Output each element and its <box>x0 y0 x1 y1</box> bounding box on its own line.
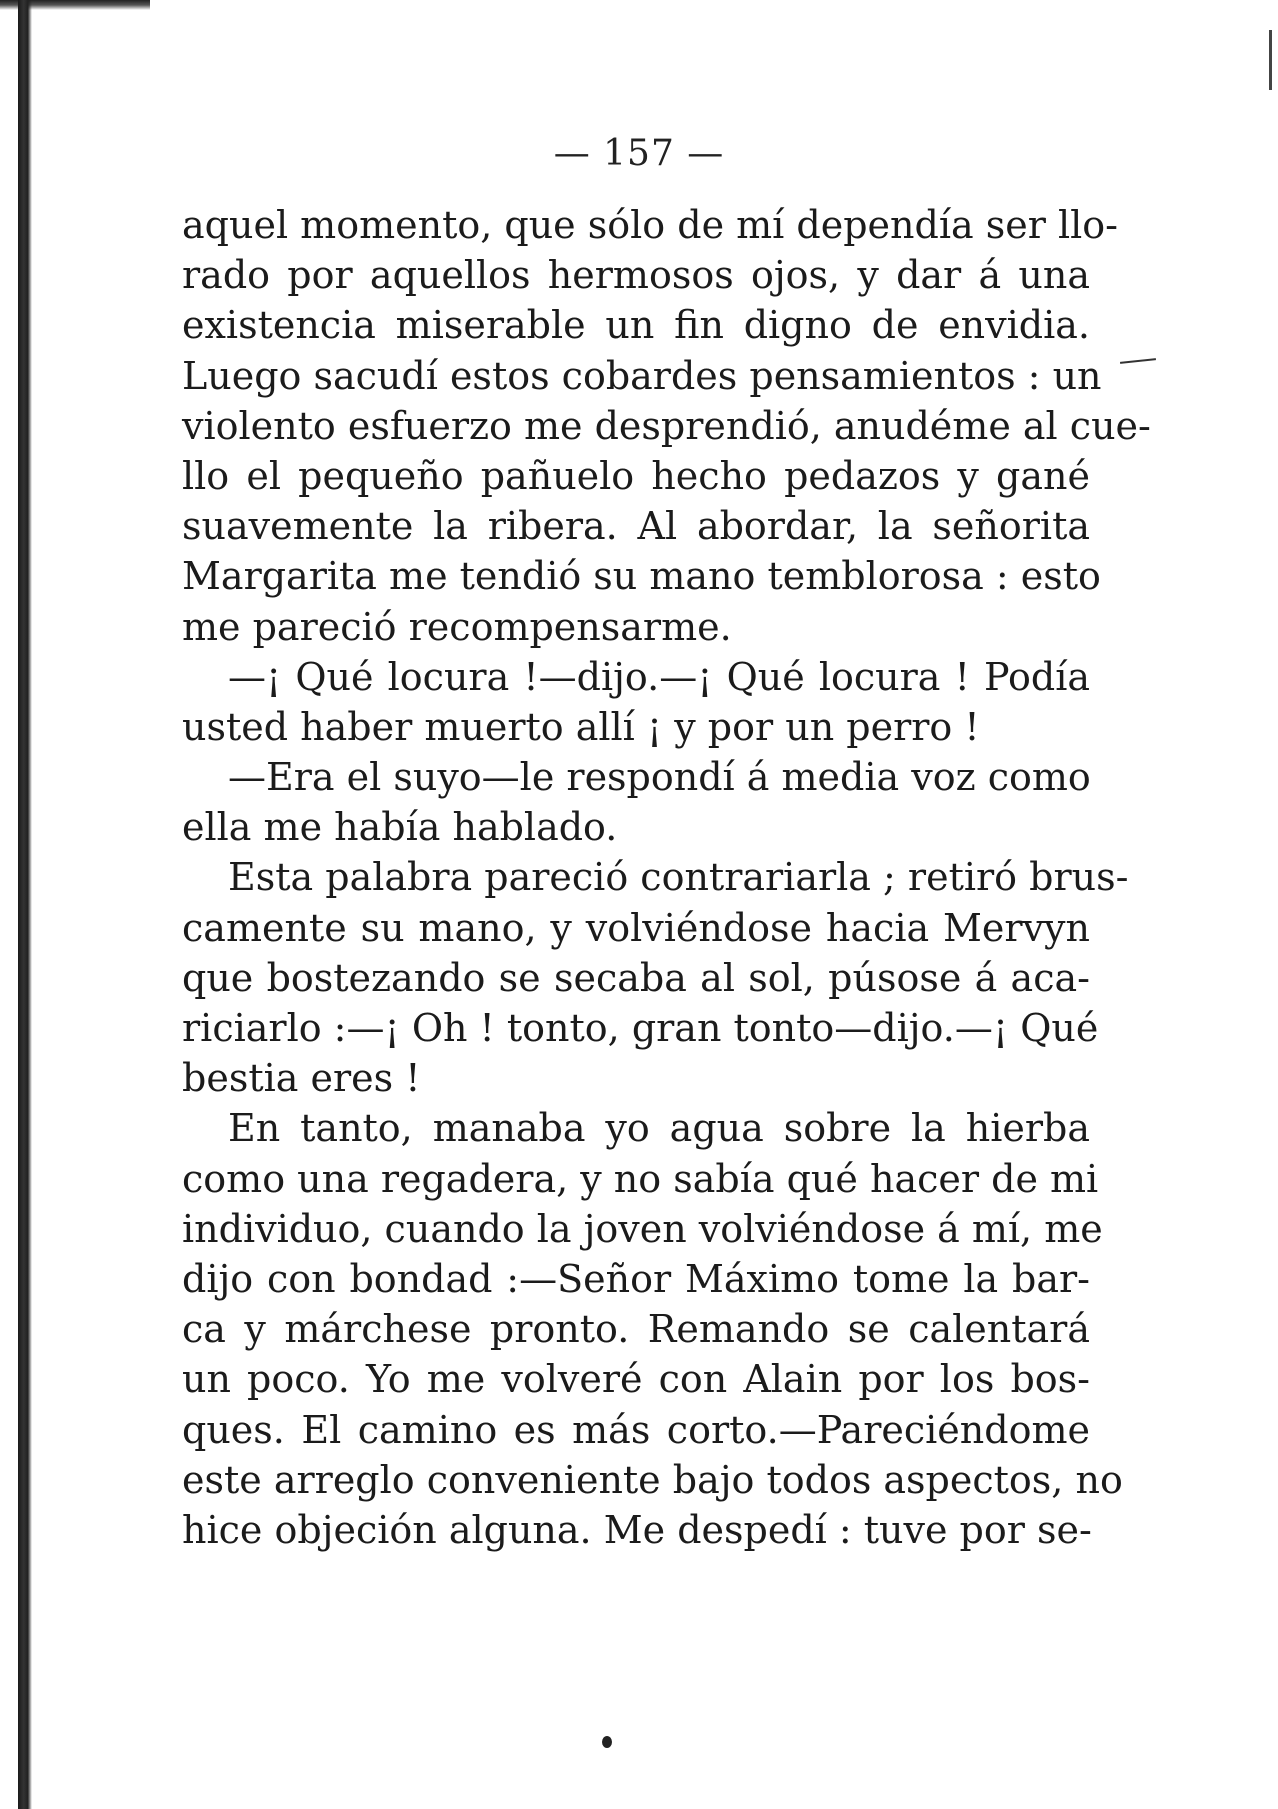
text-line: un poco. Yo me volveré con Alain por los bos- <box>182 1357 1090 1402</box>
text-line: —Era el suyo—le respondí á media voz como <box>228 755 1091 800</box>
text-line: individuo, cuando la joven volviéndose á mí, me <box>182 1206 1103 1251</box>
text-line: violento esfuerzo me desprendió, anudéme al cue- <box>182 403 1151 448</box>
text-line: ca y márchese pronto. Remando se calentará <box>182 1307 1090 1352</box>
text-line: bestia eres ! <box>182 1056 421 1101</box>
text-line: como una regadera, y no sabía qué hacer de mi <box>182 1156 1099 1201</box>
binding-edge-shadow <box>18 0 32 1809</box>
text-line: dijo con bondad :—Señor Máximo tome la bar- <box>182 1256 1090 1301</box>
text-line: aquel momento, que sólo de mí dependía ser llo- <box>182 203 1118 247</box>
text-line: usted haber muerto allí ¡ y por un perro ! <box>182 704 980 749</box>
text-line: camente su mano, y volviéndose hacia Mervyn <box>182 905 1090 950</box>
text-line: rado por aquellos hermosos ojos, y dar á una <box>182 253 1090 298</box>
body-text <box>182 200 1151 1555</box>
ink-dot <box>602 1736 612 1748</box>
text-line: Margarita me tendió su mano temblorosa : esto <box>182 554 1101 599</box>
page-number: — 157 — <box>553 133 725 174</box>
text-line: ella me había hablado. <box>182 805 618 850</box>
text-line: Esta palabra pareció contrariarla ; retiró brus- <box>228 855 1129 900</box>
text-line: hice objeción alguna. Me despedí : tuve por se- <box>182 1507 1092 1552</box>
text-line: ques. El camino es más corto.—Pareciéndome <box>182 1407 1090 1452</box>
margin-mark <box>1120 358 1156 364</box>
right-edge-mark <box>1269 30 1272 90</box>
text-line: En tanto, manaba yo agua sobre la hierba <box>228 1106 1090 1151</box>
text-line: riciarlo :—¡ Oh ! tonto, gran tonto—dijo.—¡ Qué <box>182 1006 1099 1050</box>
text-line: Luego sacudí estos cobardes pensamientos : un <box>182 353 1102 398</box>
text-line: que bostezando se secaba al sol, púsose á aca- <box>182 955 1090 1000</box>
text-line: —¡ Qué locura !—dijo.—¡ Qué locura ! Podía <box>228 654 1090 699</box>
text-line: llo el pequeño pañuelo hecho pedazos y gané <box>182 453 1090 498</box>
text-line: suavemente la ribera. Al abordar, la señorita <box>182 504 1090 549</box>
text-line: existencia miserable un fin digno de envidia. <box>182 303 1090 348</box>
text-line: este arreglo conveniente bajo todos aspectos, no <box>182 1457 1123 1502</box>
text-line: me pareció recompensarme. <box>182 604 732 649</box>
